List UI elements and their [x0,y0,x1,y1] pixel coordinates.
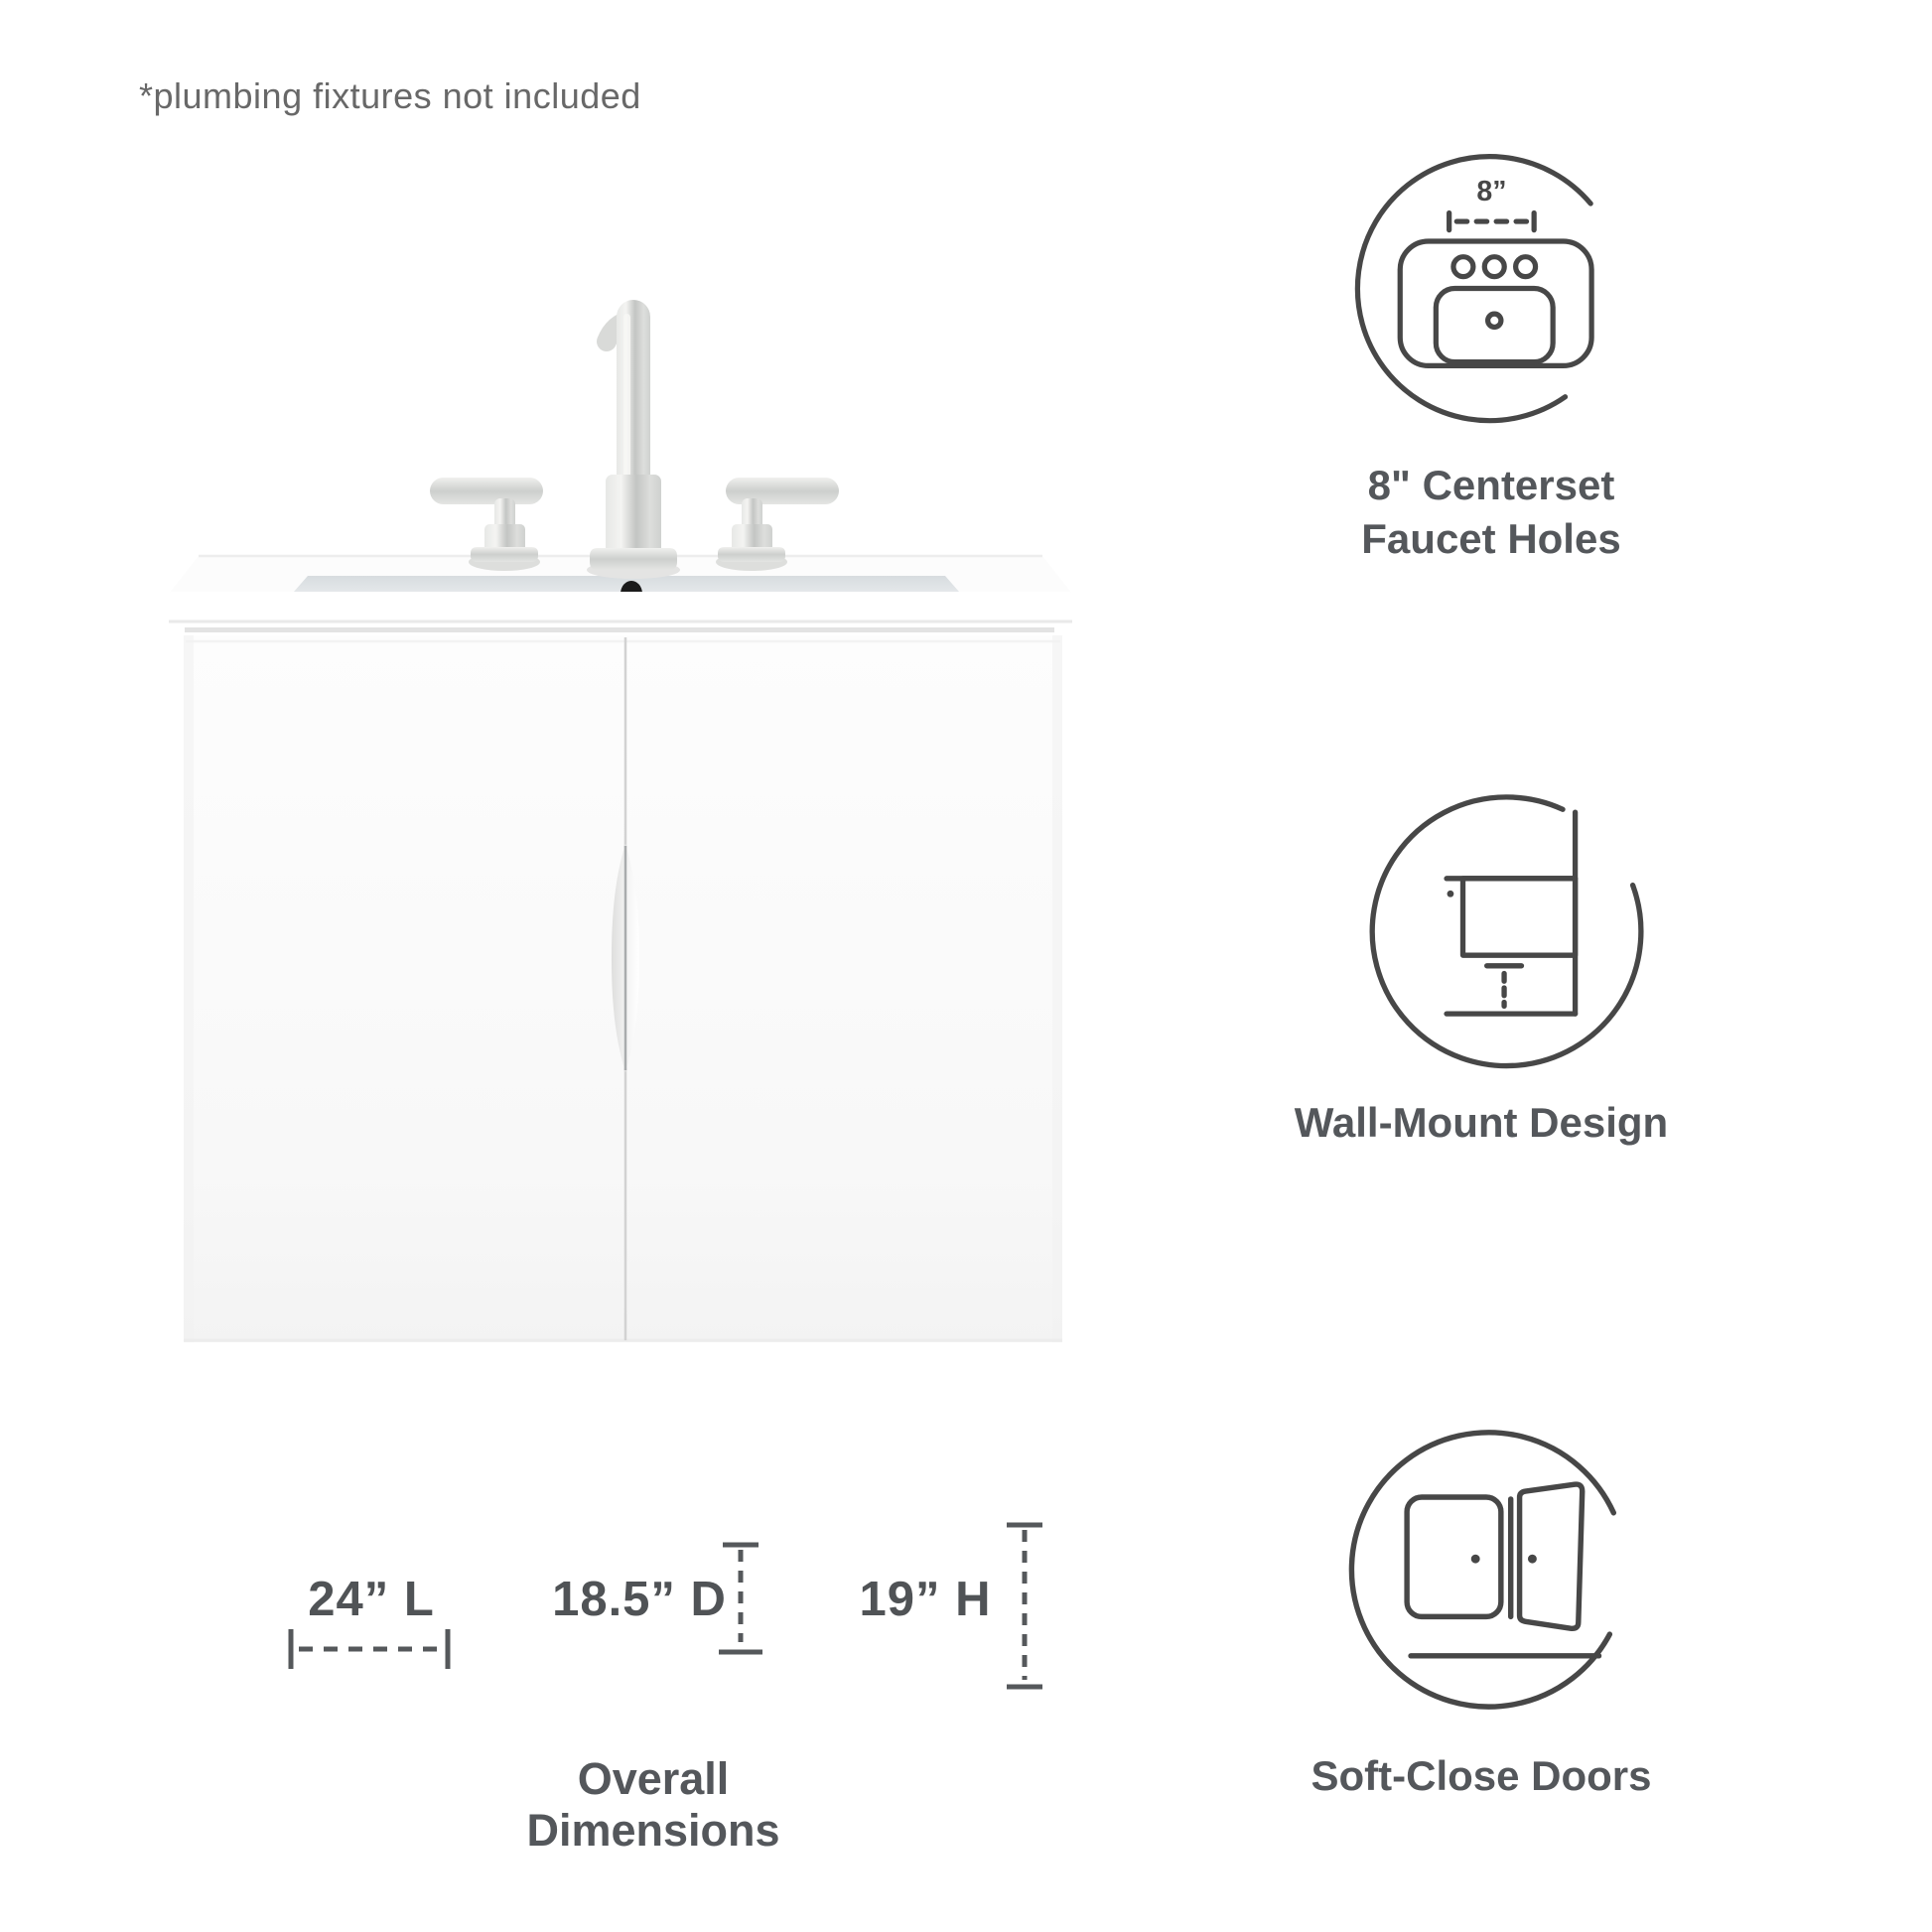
cabinet-body [184,635,1062,1342]
vanity-product-image [149,228,1082,1360]
depth-dimension-line [717,1541,764,1658]
dimension-length-label: 24” L [308,1573,435,1626]
soft-close-doors-icon [1342,1422,1636,1720]
overall-dimensions-caption: Overall Dimensions [526,1753,780,1856]
feature-label-soft-close: Soft-Close Doors [1311,1752,1652,1799]
icon-dimension-label: 8” [1476,176,1507,208]
wall-mount-cabinet-icon [1362,787,1650,1075]
countertop-front-edge [169,592,1072,623]
disclaimer-note: *plumbing fixtures not included [139,75,641,116]
length-dimension-line [286,1626,455,1672]
feature-label-wall-mount: Wall-Mount Design [1294,1099,1669,1146]
faucet-spout [587,300,680,579]
under-counter-shadow [185,627,1054,632]
sink-faucet-holes-icon [1348,147,1631,430]
height-dimension-line [1001,1521,1048,1692]
dimension-height-label: 19” H [859,1573,992,1626]
feature-label-centerset: 8" Centerset Faucet Holes [1361,462,1621,562]
dimension-depth-label: 18.5” D [552,1573,727,1626]
